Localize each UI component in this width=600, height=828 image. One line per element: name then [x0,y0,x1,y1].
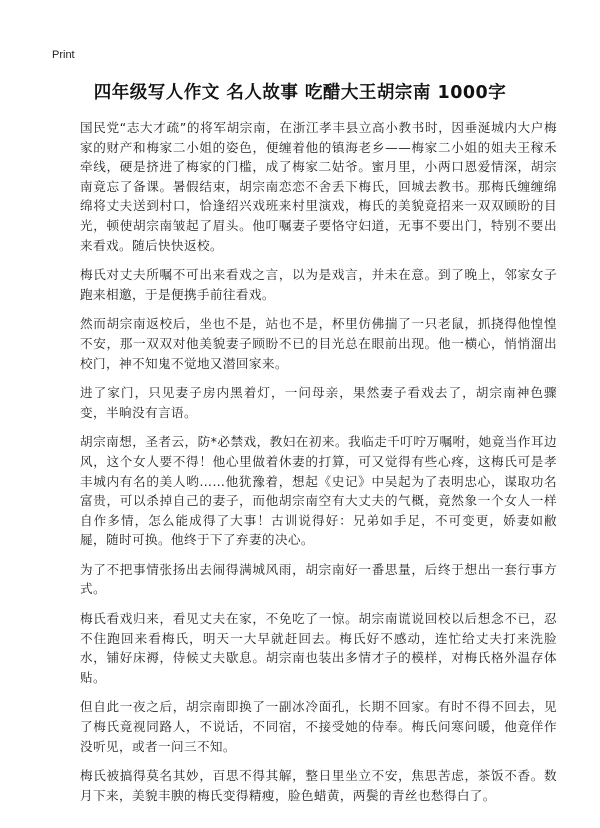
paragraph: 梅氏看戏归来，看见丈夫在家，不免吃了一惊。胡宗南谎说回校以后想念不已，忍不住跑回来看梅氏，明天一大早就赶回去。梅氏好不感动，连忙给丈夫打来洗脸水，铺好床褥，侍候丈夫歇息。胡宗南也装出多情才子的模样，对梅氏格外温存体贴。 [80,611,557,685]
paragraph: 国民党“志大才疏”的将军胡宗南，在浙江孝丰县立高小教书时，因垂涎城内大户梅家的财产和梅家二小姐的姿色，便缠着他的镇海老乡——梅家二小姐的姐夫王稼禾牵线，硬是挤进了梅家的门槛，成了梅家二姑爷。蜜月里，小两口恩爱情深，胡宗南竟忘了备课。暑假结束，胡宗南恋恋不舍丢下梅氏，回城去教书。那梅氏缠缠绵绵将丈夫送到村口，恰逢绍兴戏班来村里演戏，梅氏的美貌竟招来一双双顾盼的目光，顿使胡宗南皱起了眉头。他叮嘱妻子要恪守妇道，无事不要出门，特别不要出来看戏。随后快快返校。 [80,120,557,253]
paragraph: 梅氏被搞得莫名其妙，百思不得其解，整日里坐立不安，焦思苦虑，茶饭不香。数月下来，美貌丰腴的梅氏变得精瘦，脸色蜡黄，两鬓的青丝也愁得白了。 [80,768,557,803]
print-link[interactable]: Print [52,49,75,61]
article-title: 四年级写人作文 名人故事 吃醋大王胡宗南 1000字 [93,83,507,103]
paragraph: 为了不把事情张扬出去闹得满城风雨，胡宗南好一番思量，后终于想出一套行事方式。 [80,561,557,597]
paragraph: 胡宗南想，圣者云，防*必禁戏，教妇在初来。我临走千叮咛万嘱咐，她竟当作耳边风，这个女人要不得！他心里做着休妻的打算，可又觉得有些心疼，这梅氏可是孝丰城内有名的美人哟……他犹豫着，想起《史记》中吴起为了表明忠心，谋取功名富贵，可以杀掉自己的妻子，而他胡宗南空有大丈夫的气概，竟然象一个女人一样自作多情，怎么能成得了大事！古训说得好：兄弟如手足，不可变更，娇妻如敝屣，随时可换。他终于下了弃妻的决心。 [80,434,557,548]
paragraph: 但自此一夜之后，胡宗南即换了一副冰冷面孔，长期不回家。有时不得不回去，见了梅氏竟视同路人，不说话，不同宿，不接受她的侍奉。梅氏问寒问暖，他竟佯作没听见，或者一问三不知。 [80,699,557,754]
article-body [80,118,557,815]
paragraph: 然而胡宗南返校后，坐也不是，站也不是，杯里仿佛揣了一只老鼠，抓挠得他惶惶不安，那一双双对他美貌妻子顾盼不已的目光总在眼前出现。他一横心，悄悄溜出校门，神不知鬼不觉地又潜回家来。 [80,316,557,371]
paragraph: 进了家门，只见妻子房内黑着灯，一问母亲，果然妻子看戏去了，胡宗南神色骤变，半晌没有言语。 [80,385,557,420]
paragraph: 梅氏对丈夫所嘱不可出来看戏之言，以为是戏言，并未在意。到了晚上，邻家女子跑来相邀，于是便携手前往看戏。 [80,267,557,302]
